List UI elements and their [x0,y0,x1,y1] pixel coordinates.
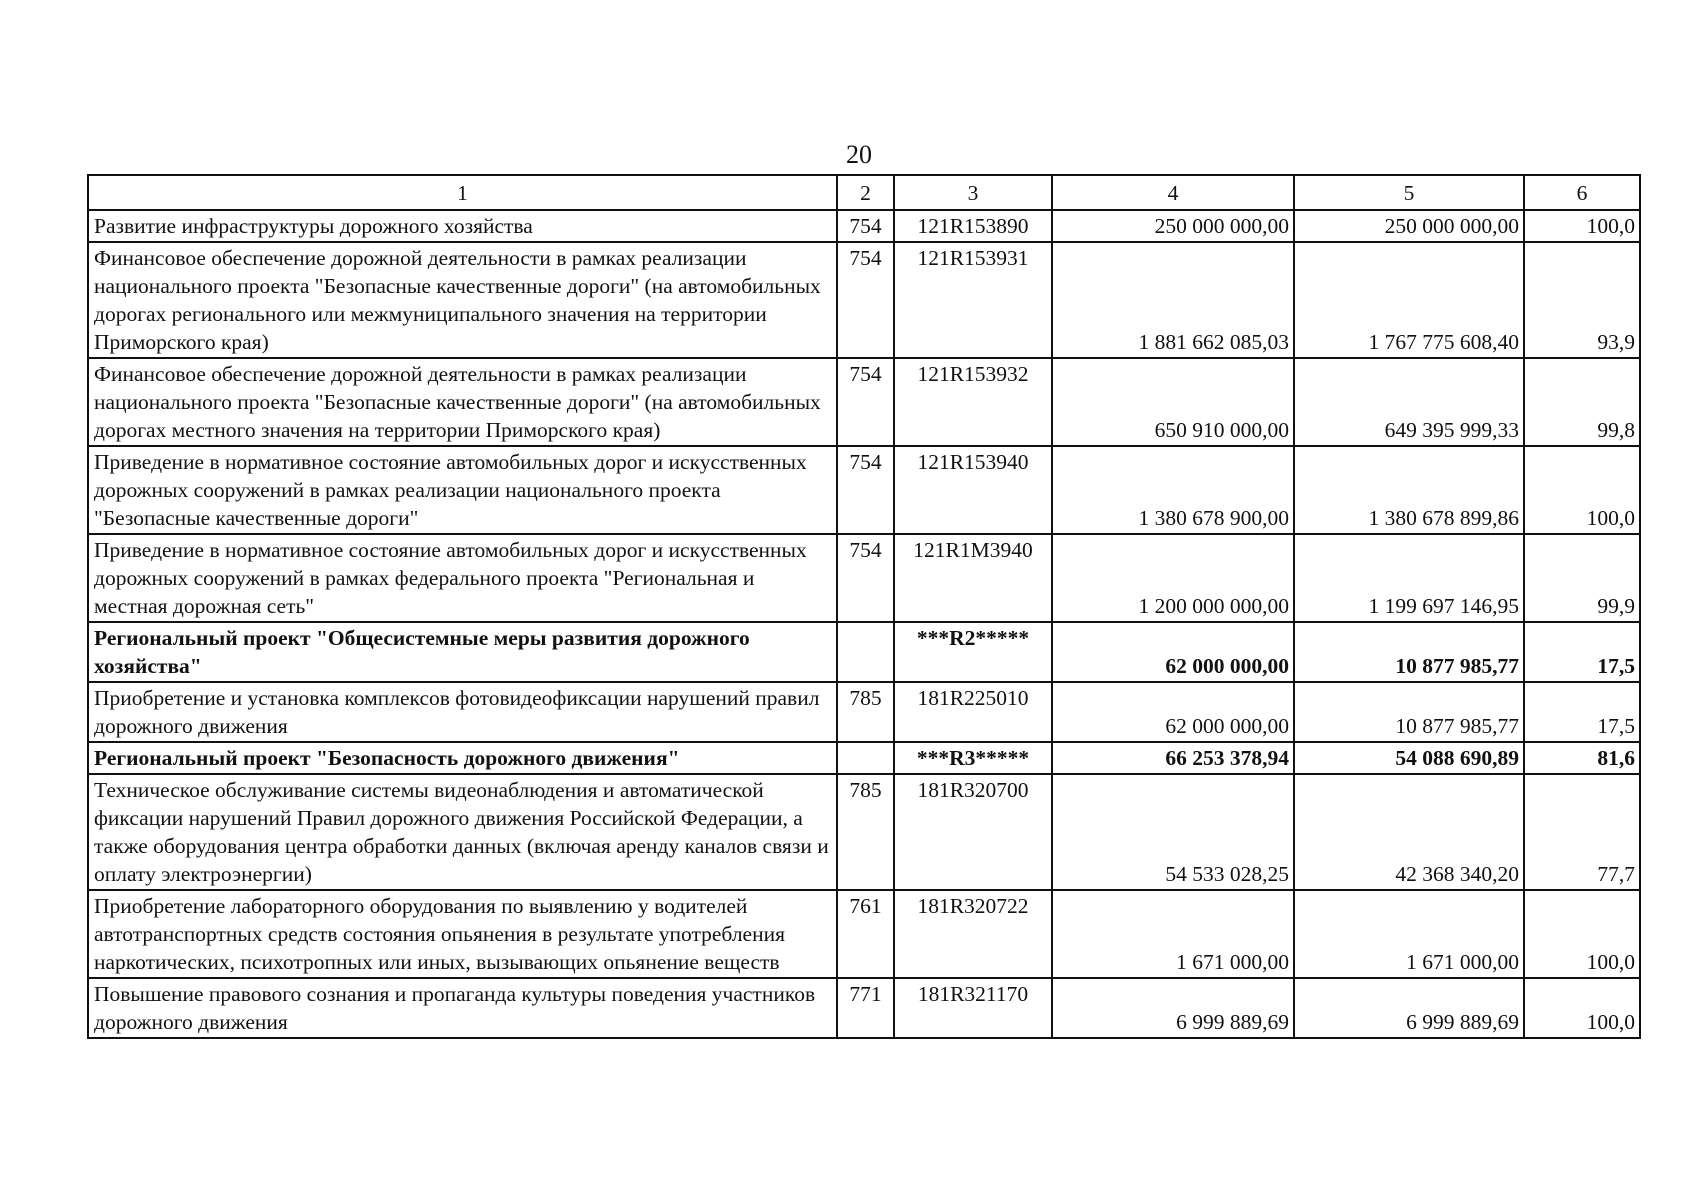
row-plan-cell: 650 910 000,00 [1052,358,1294,446]
row-percent-cell: 17,5 [1524,622,1640,682]
row-plan-cell: 66 253 378,94 [1052,742,1294,774]
table-row [88,682,1640,742]
row-plan-cell: 62 000 000,00 [1052,622,1294,682]
row-name-cell: Повышение правового сознания и пропаганда культуры поведения участников дорожного движения [88,978,837,1038]
row-plan-cell: 54 533 028,25 [1052,774,1294,890]
row-plan-cell: 250 000 000,00 [1052,210,1294,242]
row-csr-cell: 181R320700 [894,774,1052,890]
row-fact-cell: 54 088 690,89 [1294,742,1524,774]
header-cell: 3 [894,175,1052,210]
row-name-cell: Приведение в нормативное состояние автомобильных дорог и искусственных дорожных сооружений в рамках реализации национального проекта "Безопасные качественные дороги" [88,446,837,534]
row-csr-cell: ***R2***** [894,622,1052,682]
row-plan-cell: 1 200 000 000,00 [1052,534,1294,622]
header-cell: 2 [837,175,894,210]
row-percent-cell: 100,0 [1524,890,1640,978]
row-code-cell: 754 [837,534,894,622]
row-fact-cell: 1 199 697 146,95 [1294,534,1524,622]
table-row [88,978,1640,1038]
row-plan-cell: 1 671 000,00 [1052,890,1294,978]
row-fact-cell: 10 877 985,77 [1294,622,1524,682]
header-cell: 1 [88,175,837,210]
row-code-cell: 771 [837,978,894,1038]
row-name-cell: Техническое обслуживание системы видеонаблюдения и автоматической фиксации нарушений Правил дорожного движения Российской Федерации, а также оборудования центра обработки данных (включая аренду каналов связи и оплату электроэнергии) [88,774,837,890]
row-name-cell: Приведение в нормативное состояние автомобильных дорог и искусственных дорожных сооружений в рамках федерального проекта "Региональная и местная дорожная сеть" [88,534,837,622]
row-percent-cell: 77,7 [1524,774,1640,890]
row-code-cell: 754 [837,210,894,242]
row-name-cell: Приобретение лабораторного оборудования по выявлению у водителей автотранспортных средств состояния опьянения в результате употребления наркотических, психотропных или иных, вызывающих опьянение веществ [88,890,837,978]
row-csr-cell: ***R3***** [894,742,1052,774]
row-plan-cell: 62 000 000,00 [1052,682,1294,742]
row-fact-cell: 10 877 985,77 [1294,682,1524,742]
row-percent-cell: 100,0 [1524,446,1640,534]
row-fact-cell: 1 671 000,00 [1294,890,1524,978]
row-fact-cell: 42 368 340,20 [1294,774,1524,890]
table-row-section [88,622,1640,682]
row-percent-cell: 100,0 [1524,978,1640,1038]
row-name-cell: Приобретение и установка комплексов фотовидеофиксации нарушений правил дорожного движения [88,682,837,742]
row-name-cell: Финансовое обеспечение дорожной деятельности в рамках реализации национального проекта "Безопасные качественные дороги" (на автомобильных дорогах местного значения на территории Приморского края) [88,358,837,446]
row-name-cell: Развитие инфраструктуры дорожного хозяйства [88,210,837,242]
budget-table [87,174,1641,1039]
row-fact-cell: 649 395 999,33 [1294,358,1524,446]
row-percent-cell: 100,0 [1524,210,1640,242]
header-cell: 6 [1524,175,1640,210]
row-code-cell: 785 [837,682,894,742]
row-code-cell: 754 [837,358,894,446]
page-number: 20 [846,140,872,169]
table-header-row [88,175,1640,210]
row-percent-cell: 17,5 [1524,682,1640,742]
row-name-cell: Финансовое обеспечение дорожной деятельности в рамках реализации национального проекта "Безопасные качественные дороги" (на автомобильных дорогах регионального или межмуниципального значения на территории Приморского края) [88,242,837,358]
table-row [88,210,1640,242]
header-cell: 5 [1294,175,1524,210]
table-row [88,242,1640,358]
row-code-cell [837,742,894,774]
table-row [88,358,1640,446]
row-csr-cell: 121R153940 [894,446,1052,534]
row-percent-cell: 93,9 [1524,242,1640,358]
row-fact-cell: 1 380 678 899,86 [1294,446,1524,534]
row-fact-cell: 250 000 000,00 [1294,210,1524,242]
row-percent-cell: 81,6 [1524,742,1640,774]
table-row [88,534,1640,622]
header-cell: 4 [1052,175,1294,210]
row-code-cell: 785 [837,774,894,890]
table-row [88,446,1640,534]
row-plan-cell: 1 881 662 085,03 [1052,242,1294,358]
row-csr-cell: 121R1M3940 [894,534,1052,622]
row-csr-cell: 181R225010 [894,682,1052,742]
table-row [88,890,1640,978]
row-csr-cell: 181R320722 [894,890,1052,978]
row-percent-cell: 99,9 [1524,534,1640,622]
row-code-cell: 754 [837,242,894,358]
row-csr-cell: 121R153932 [894,358,1052,446]
row-code-cell [837,622,894,682]
row-csr-cell: 121R153890 [894,210,1052,242]
row-fact-cell: 1 767 775 608,40 [1294,242,1524,358]
row-percent-cell: 99,8 [1524,358,1640,446]
row-code-cell: 754 [837,446,894,534]
row-csr-cell: 181R321170 [894,978,1052,1038]
row-csr-cell: 121R153931 [894,242,1052,358]
table-row-section [88,742,1640,774]
row-fact-cell: 6 999 889,69 [1294,978,1524,1038]
row-name-cell: Региональный проект "Общесистемные меры развития дорожного хозяйства" [88,622,837,682]
row-plan-cell: 6 999 889,69 [1052,978,1294,1038]
table-row [88,774,1640,890]
row-code-cell: 761 [837,890,894,978]
row-plan-cell: 1 380 678 900,00 [1052,446,1294,534]
row-name-cell: Региональный проект "Безопасность дорожного движения" [88,742,837,774]
